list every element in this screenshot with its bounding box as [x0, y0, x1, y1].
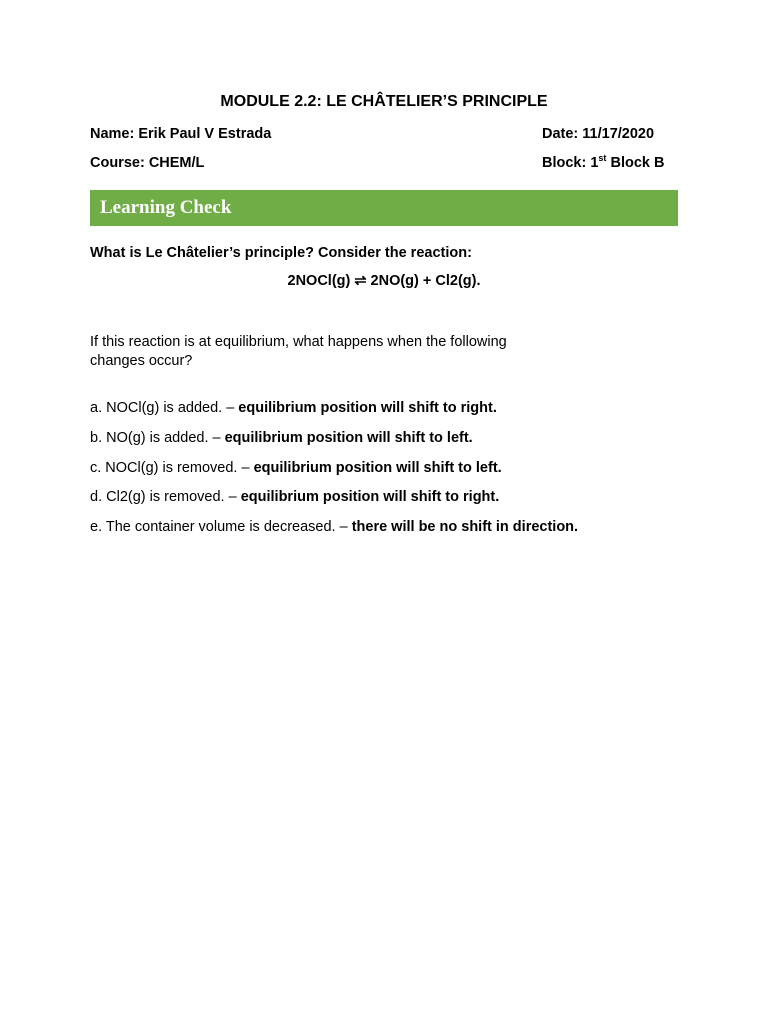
- block-suffix: Block B: [606, 155, 665, 171]
- answer-item-b: [90, 430, 473, 446]
- answer-text: equilibrium position will shift to right.: [238, 400, 497, 416]
- reaction-equation: 2NOCl(g) ⇌ 2NO(g) + Cl2(g).: [287, 273, 481, 289]
- block-prefix: Block: 1: [542, 155, 599, 171]
- answer-text: equilibrium position will shift to left.: [224, 430, 473, 446]
- date-field: Date: 11/17/2020: [542, 126, 655, 142]
- answer-text: equilibrium position will shift to left.: [253, 460, 502, 476]
- answer-item-e: [90, 519, 578, 535]
- learning-check-label: Learning Check: [100, 197, 232, 218]
- answer-prompt: b. NO(g) is added. –: [90, 430, 225, 446]
- answer-text: there will be no shift in direction.: [351, 519, 579, 535]
- answer-prompt: a. NOCl(g) is added. –: [90, 400, 239, 416]
- module-title: MODULE 2.2: LE CHÂTELIER’S PRINCIPLE: [220, 93, 548, 110]
- answer-prompt: d. Cl2(g) is removed. –: [90, 489, 241, 505]
- course-field: Course: CHEM/L: [90, 155, 205, 171]
- answer-item-a: [90, 400, 497, 416]
- student-name: Name: Erik Paul V Estrada: [90, 126, 272, 142]
- block-superscript: st: [598, 153, 607, 163]
- answer-prompt: c. NOCl(g) is removed. –: [90, 460, 254, 476]
- question-text: What is Le Châtelier’s principle? Consider the reaction:: [90, 245, 472, 261]
- intro-paragraph: If this reaction is at equilibrium, what happens when the following changes occur?: [90, 334, 507, 369]
- block-field: [542, 155, 664, 171]
- answer-prompt: e. The container volume is decreased. –: [90, 519, 352, 535]
- answer-text: equilibrium position will shift to right.: [240, 489, 500, 505]
- learning-check-banner: [90, 190, 678, 226]
- answer-item-d: [90, 489, 499, 505]
- answer-item-c: [90, 460, 502, 476]
